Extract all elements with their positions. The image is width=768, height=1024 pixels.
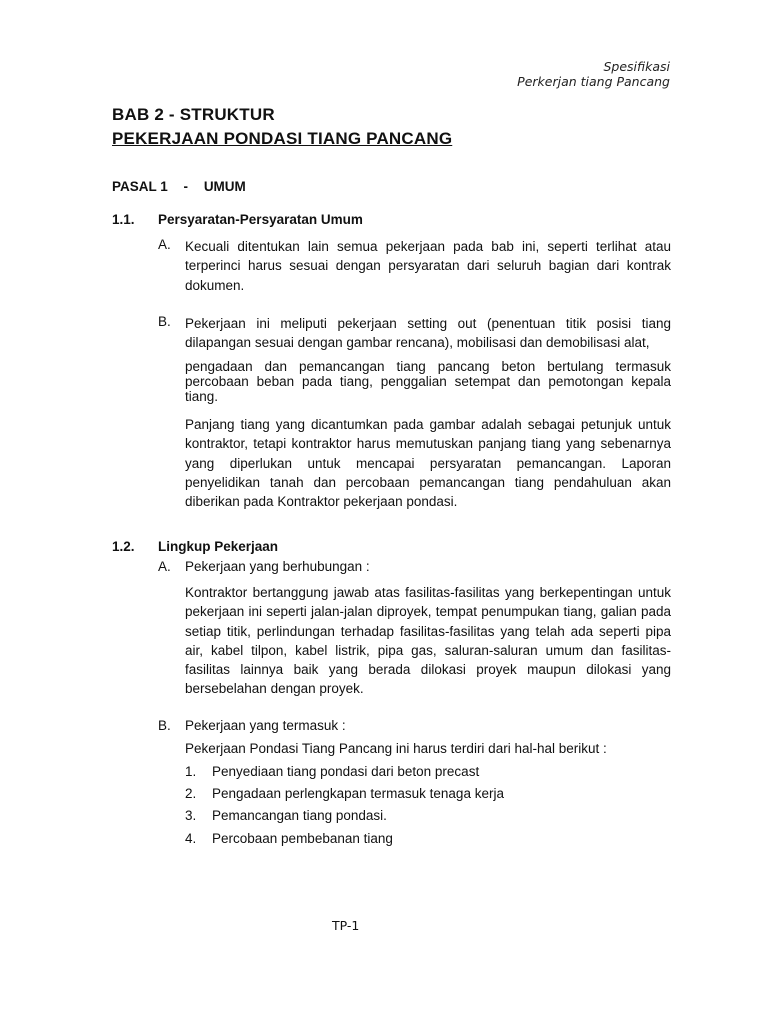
article-title: UMUM bbox=[203, 179, 246, 194]
section-1-2-title: Lingkup Pekerjaan bbox=[158, 539, 279, 554]
section-1-2-item-b-label: Pekerjaan yang termasuk : bbox=[185, 718, 346, 733]
section-1-1-item-a-marker: A. bbox=[158, 237, 171, 252]
section-1-1-title: Persyaratan-Persyaratan Umum bbox=[158, 212, 363, 227]
section-1-1-item-b-text2: pengadaan dan pemancangan tiang pancang beton bertulang termasuk percobaan beban pada tiang, penggalian setempat dan pemotongan kepala tiang. bbox=[185, 359, 671, 404]
article-dash: - bbox=[183, 179, 189, 194]
header-spec: Spesifikasi bbox=[603, 59, 670, 74]
section-1-1-item-b-text1: Pekerjaan ini meliputi pekerjaan setting out (penentuan titik posisi tiang dilapangan sesuai dengan gambar rencana), mobilisasi dan demobilisasi alat, bbox=[185, 316, 671, 351]
list-item-number: 2. bbox=[185, 786, 197, 801]
list-item-text: Pemancangan tiang pondasi. bbox=[212, 808, 387, 823]
header-subtitle: Perkerjan tiang Pancang bbox=[517, 74, 670, 89]
list-item-number: 1. bbox=[185, 764, 197, 779]
page-number: TP-1 bbox=[332, 918, 360, 933]
section-1-2-item-a-label: Pekerjaan yang berhubungan : bbox=[185, 559, 370, 574]
section-1-2-item-a-text: Kontraktor bertanggung jawab atas fasilitas-fasilitas yang berkepentingan untuk pekerjaan ini seperti jalan-jalan diproyek, tempat penumpukan tiang, galian pada setiap titik, perlindungan terhadap fasilitas-fasilitas yang telah ada seperti pipa air, kabel tilpon, kabel listrik, pipa gas, saluran-saluran umum dan fasilitas-fasilitas lainnya baik yang berada dilokasi proyek maupun dilokasi yang bersebelahan dengan proyek. bbox=[185, 585, 671, 697]
list-item-number: 4. bbox=[185, 831, 197, 846]
article-heading bbox=[112, 179, 246, 194]
list-item-text: Pengadaan perlengkapan termasuk tenaga kerja bbox=[212, 786, 504, 801]
section-1-1-item-a-text: Kecuali ditentukan lain semua pekerjaan pada bab ini, seperti terlihat atau terperinci harus sesuai dengan persyaratan dari seluruh bagian dari kontrak dokumen. bbox=[185, 239, 671, 293]
chapter-subtitle: PEKERJAAN PONDASI TIANG PANCANG bbox=[112, 129, 453, 148]
section-1-1-item-b-text3: Panjang tiang yang dicantumkan pada gambar adalah sebagai petunjuk untuk kontraktor, tetapi kontraktor harus memutuskan panjang tiang yang sebenarnya yang diperlukan untuk mencapai persyaratan pemancangan. Laporan penyelidikan tanah dan percobaan pemancangan tiang pendahuluan akan diberikan pada Kontraktor pekerjaan pondasi. bbox=[185, 417, 671, 510]
article-label: PASAL 1 bbox=[112, 179, 168, 194]
chapter-title: BAB 2 - STRUKTUR bbox=[112, 105, 275, 124]
section-1-2-item-b-intro: Pekerjaan Pondasi Tiang Pancang ini harus terdiri dari hal-hal berikut : bbox=[185, 741, 607, 756]
section-1-2-number: 1.2. bbox=[112, 539, 135, 554]
list-item-text: Percobaan pembebanan tiang bbox=[212, 831, 393, 846]
section-1-2-item-a-marker: A. bbox=[158, 559, 171, 574]
section-1-1-item-b-marker: B. bbox=[158, 314, 171, 329]
section-1-2-item-b-marker: B. bbox=[158, 718, 171, 733]
list-item-number: 3. bbox=[185, 808, 197, 823]
list-item-text: Penyediaan tiang pondasi dari beton precast bbox=[212, 764, 480, 779]
section-1-1-number: 1.1. bbox=[112, 212, 135, 227]
